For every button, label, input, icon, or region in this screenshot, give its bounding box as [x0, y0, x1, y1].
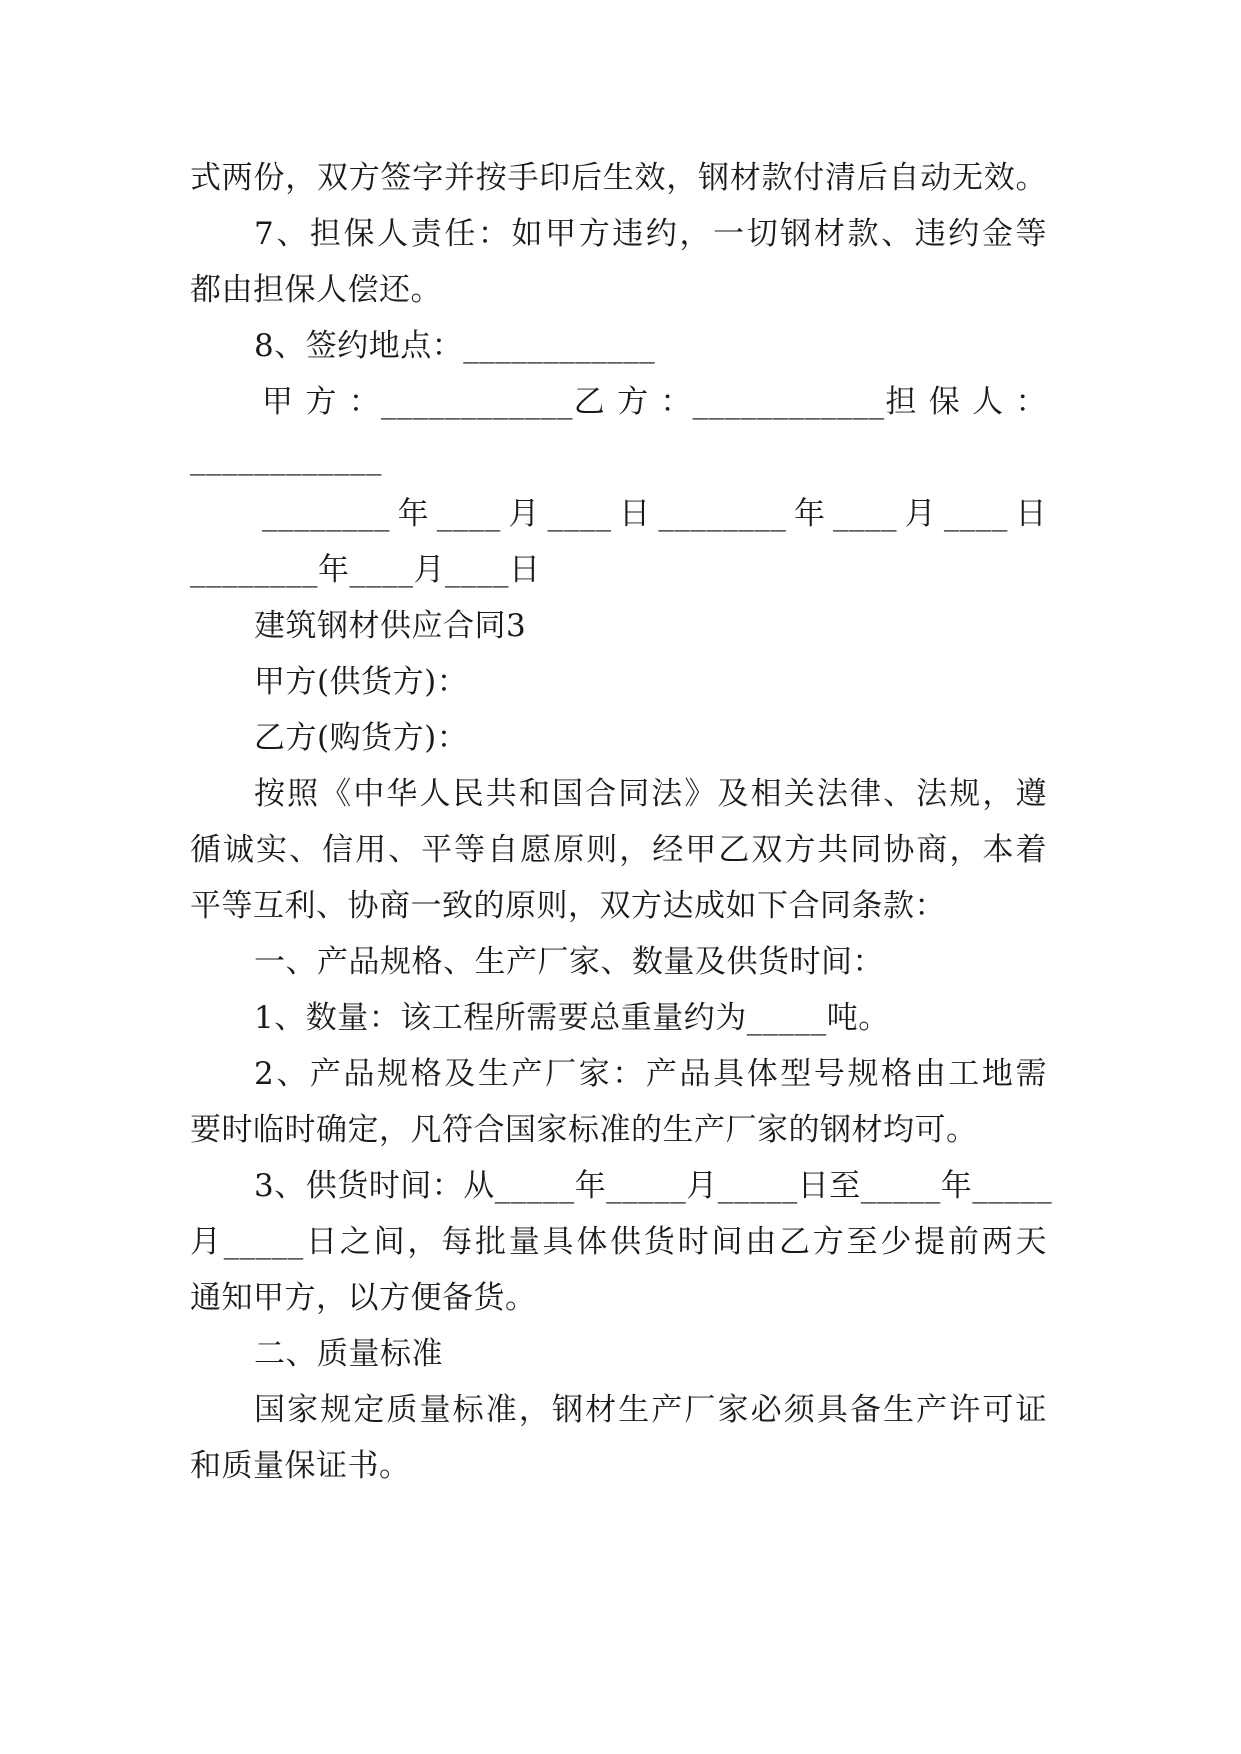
section-1-heading: 一、产品规格、生产厂家、数量及供货时间：	[254, 944, 884, 980]
paragraph-line: 都由担保人偿还。	[190, 272, 442, 308]
preamble-line: 按照《中华人民共和国合同法》及相关法律、法规，遵	[254, 776, 1047, 812]
contract-title: 建筑钢材供应合同3	[254, 608, 527, 644]
signature-blank-line: ____________	[190, 440, 382, 476]
clause-delivery-time-line: 月_____日之间，每批量具体供货时间由乙方至少提前两天	[190, 1224, 1047, 1260]
quality-standard-line: 国家规定质量标准，钢材生产厂家必须具备生产许可证	[254, 1392, 1047, 1428]
quality-standard-line: 和质量保证书。	[190, 1448, 411, 1484]
signature-date-line: ________年____月____日	[190, 552, 541, 588]
clause-quantity: 1、数量：该工程所需要总重量约为_____吨。	[254, 1000, 890, 1036]
preamble-line: 循诚实、信用、平等自愿原则，经甲乙双方共同协商，本着	[190, 832, 1047, 868]
party-b-label: 乙方(购货方)：	[254, 720, 469, 756]
preamble-line: 平等互利、协商一致的原则，双方达成如下合同条款：	[190, 888, 946, 924]
clause-8-signing-place: 8、签约地点：____________	[254, 328, 656, 364]
party-a-label: 甲方(供货方)：	[254, 664, 469, 700]
clause-spec-line: 要时临时确定，凡符合国家标准的生产厂家的钢材均可。	[190, 1112, 978, 1148]
clause-delivery-time-line: 3、供货时间：从_____年_____月_____日至_____年_____	[254, 1168, 1053, 1204]
paragraph-line: 式两份，双方签字并按手印后生效，钢材款付清后自动无效。	[190, 160, 1047, 196]
signature-parties-line: 甲 方 ：____________乙 方 ：____________担 保 人 ：	[262, 384, 1047, 420]
section-2-heading: 二、质量标准	[254, 1336, 443, 1372]
clause-delivery-time-line: 通知甲方，以方便备货。	[190, 1280, 537, 1316]
clause-7-line: 7、担保人责任：如甲方违约，一切钢材款、违约金等	[254, 216, 1047, 252]
clause-spec-line: 2、产品规格及生产厂家：产品具体型号规格由工地需	[254, 1056, 1047, 1092]
signature-date-line: ________年____月____日________年____月____日	[262, 496, 1047, 532]
